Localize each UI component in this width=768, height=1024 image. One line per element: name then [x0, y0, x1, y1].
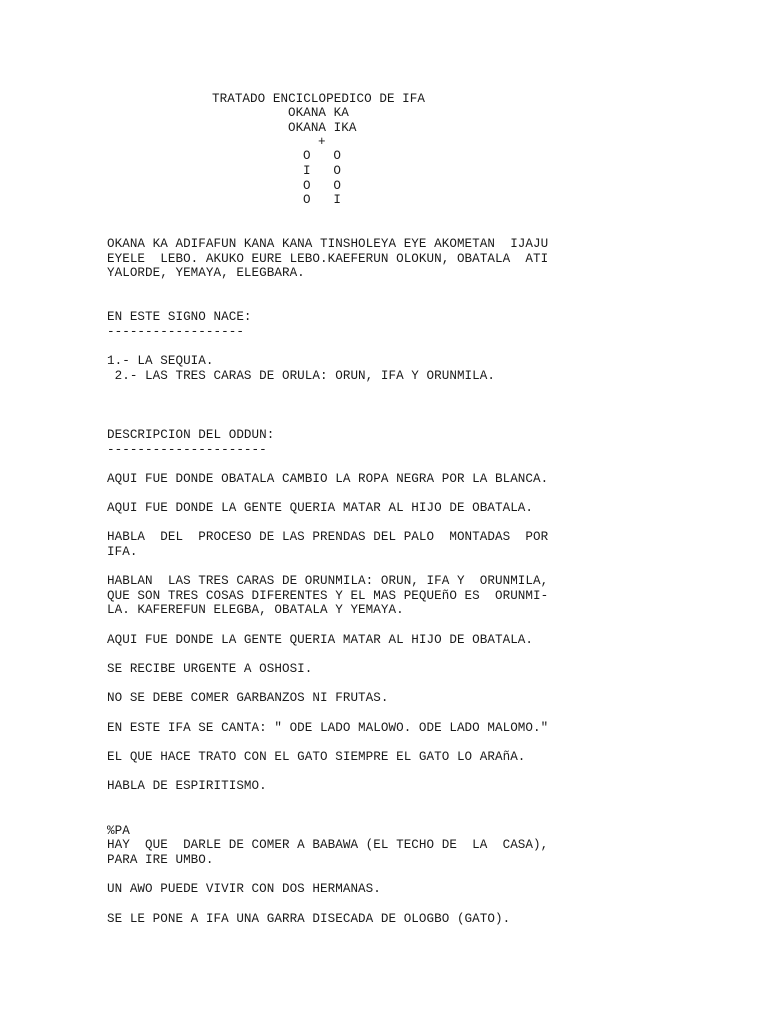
descripcion-line: AQUI FUE DONDE LA GENTE QUERIA MATAR AL HIJO DE OBATALA.: [107, 501, 534, 515]
section-rule: ---------------------: [107, 443, 267, 457]
descripcion-line: HABLAN LAS TRES CARAS DE ORUNMILA: ORUN, IFA Y ORUNMILA,: [107, 574, 549, 588]
pa-line: HAY QUE DARLE DE COMER A BABAWA (EL TECHO DE LA CASA),: [107, 838, 549, 852]
document-title: TRATADO ENCICLOPEDICO DE IFA: [212, 92, 426, 106]
sign-mark-row: O I: [303, 193, 342, 207]
section-heading-nace: EN ESTE SIGNO NACE:: [107, 310, 252, 324]
section-heading-descripcion: DESCRIPCION DEL ODDUN:: [107, 428, 275, 442]
intro-line: EYELE LEBO. AKUKO EURE LEBO.KAEFERUN OLOKUN, OBATALA ATI: [107, 252, 549, 266]
pa-line: PARA IRE UMBO.: [107, 853, 214, 867]
intro-line: OKANA KA ADIFAFUN KANA KANA TINSHOLEYA EYE AKOMETAN IJAJU: [107, 237, 549, 251]
sign-mark-row: O O: [303, 179, 342, 193]
nace-item: 1.- LA SEQUIA.: [107, 354, 214, 368]
nace-item: 2.- LAS TRES CARAS DE ORULA: ORUN, IFA Y ORUNMILA.: [107, 369, 495, 383]
section-rule: ------------------: [107, 325, 244, 339]
descripcion-line: EN ESTE IFA SE CANTA: " ODE LADO MALOWO. ODE LADO MALOMO.": [107, 721, 549, 735]
sign-mark-row: O O: [303, 149, 342, 163]
descripcion-line: AQUI FUE DONDE OBATALA CAMBIO LA ROPA NEGRA POR LA BLANCA.: [107, 472, 549, 486]
descripcion-line: HABLA DE ESPIRITISMO.: [107, 779, 267, 793]
intro-line: YALORDE, YEMAYA, ELEGBARA.: [107, 266, 305, 280]
descripcion-line: IFA.: [107, 545, 138, 559]
pa-line: UN AWO PUEDE VIVIR CON DOS HERMANAS.: [107, 882, 381, 896]
descripcion-line: SE RECIBE URGENTE A OSHOSI.: [107, 662, 313, 676]
pa-marker: %PA: [107, 824, 130, 838]
descripcion-line: NO SE DEBE COMER GARBANZOS NI FRUTAS.: [107, 691, 389, 705]
sign-name-primary: OKANA KA: [288, 106, 349, 120]
descripcion-line: EL QUE HACE TRATO CON EL GATO SIEMPRE EL GATO LO ARAñA.: [107, 750, 526, 764]
descripcion-line: LA. KAFEREFUN ELEGBA, OBATALA Y YEMAYA.: [107, 603, 404, 617]
sign-cross-mark: +: [318, 135, 326, 149]
sign-mark-row: I O: [303, 164, 342, 178]
pa-line: SE LE PONE A IFA UNA GARRA DISECADA DE OLOGBO (GATO).: [107, 912, 511, 926]
descripcion-line: QUE SON TRES COSAS DIFERENTES Y EL MAS PEQUEñO ES ORUNMI-: [107, 589, 549, 603]
descripcion-line: HABLA DEL PROCESO DE LAS PRENDAS DEL PALO MONTADAS POR: [107, 530, 549, 544]
descripcion-line: AQUI FUE DONDE LA GENTE QUERIA MATAR AL HIJO DE OBATALA.: [107, 633, 534, 647]
sign-name-secondary: OKANA IKA: [288, 121, 357, 135]
